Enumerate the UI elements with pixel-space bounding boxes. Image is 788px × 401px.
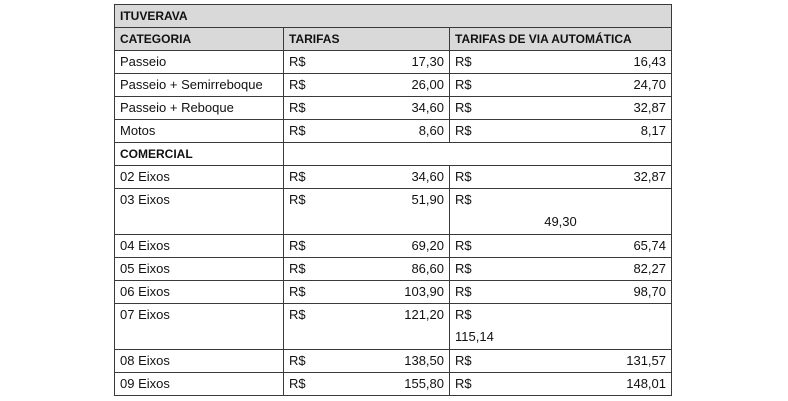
- tarifa-value: 51,90: [411, 192, 444, 207]
- currency-label: R$: [289, 100, 306, 115]
- via-value: 32,87: [633, 100, 666, 115]
- tarifa-value: 86,60: [411, 261, 444, 276]
- via-value: 32,87: [633, 169, 666, 184]
- currency-label: R$: [455, 123, 472, 138]
- tarifa-cell: [284, 166, 450, 189]
- header-tarifas: TARIFAS: [284, 28, 450, 51]
- table-title: ITUVERAVA: [115, 5, 672, 28]
- currency-label: R$: [455, 54, 472, 69]
- categoria-cell: 07 Eixos: [115, 304, 284, 350]
- tarifa-cell: [284, 51, 450, 74]
- section-row: [115, 143, 672, 166]
- table-row: [115, 281, 672, 304]
- toll-table: [114, 4, 672, 396]
- currency-label: R$: [289, 238, 306, 253]
- table-row: [115, 120, 672, 143]
- table-header-row: [115, 28, 672, 51]
- currency-label: R$: [289, 192, 306, 207]
- categoria-cell: 02 Eixos: [115, 166, 284, 189]
- tarifa-cell: [284, 304, 450, 350]
- table-row: [115, 74, 672, 97]
- tarifa-value: 34,60: [411, 169, 444, 184]
- via-cell: [450, 97, 672, 120]
- via-value: 24,70: [633, 77, 666, 92]
- tarifa-cell: [284, 97, 450, 120]
- via-cell: [450, 281, 672, 304]
- table-row: [115, 235, 672, 258]
- currency-label: R$: [455, 284, 472, 299]
- via-value: 148,01: [626, 376, 666, 391]
- tarifa-cell: [284, 120, 450, 143]
- via-cell: [450, 304, 672, 350]
- currency-label: R$: [289, 307, 306, 322]
- via-cell: [450, 189, 672, 235]
- section-comercial: COMERCIAL: [115, 143, 284, 166]
- table-row: [115, 258, 672, 281]
- table-row: [115, 166, 672, 189]
- categoria-cell: Passeio + Semirreboque: [115, 74, 284, 97]
- table-row: [115, 189, 672, 235]
- via-cell: [450, 373, 672, 396]
- categoria-cell: 05 Eixos: [115, 258, 284, 281]
- currency-label: R$: [289, 261, 306, 276]
- via-value: 65,74: [633, 238, 666, 253]
- tarifa-value: 8,60: [418, 123, 444, 138]
- currency-label: R$: [455, 77, 472, 92]
- tarifa-cell: [284, 373, 450, 396]
- currency-label: R$: [455, 169, 472, 184]
- via-cell: [450, 120, 672, 143]
- via-cell: [450, 258, 672, 281]
- tarifa-cell: [284, 350, 450, 373]
- tarifa-value: 103,90: [404, 284, 444, 299]
- via-value: 131,57: [626, 353, 666, 368]
- tarifa-cell: [284, 74, 450, 97]
- tarifa-cell: [284, 281, 450, 304]
- tarifa-value: 17,30: [411, 54, 444, 69]
- currency-label: R$: [455, 192, 472, 207]
- currency-label: R$: [289, 169, 306, 184]
- table-row: [115, 51, 672, 74]
- categoria-cell: Passeio: [115, 51, 284, 74]
- currency-label: R$: [455, 100, 472, 115]
- via-cell: [450, 166, 672, 189]
- tarifa-value: 34,60: [411, 100, 444, 115]
- currency-label: R$: [289, 77, 306, 92]
- tarifa-cell: [284, 235, 450, 258]
- via-value: 115,14: [455, 329, 494, 344]
- tarifa-value: 26,00: [411, 77, 444, 92]
- tarifa-value: 121,20: [404, 307, 444, 322]
- currency-label: R$: [289, 54, 306, 69]
- currency-label: R$: [455, 307, 472, 322]
- table-title-row: [115, 5, 672, 28]
- currency-label: R$: [455, 353, 472, 368]
- via-value: 8,17: [640, 123, 666, 138]
- categoria-cell: Motos: [115, 120, 284, 143]
- table-row: [115, 373, 672, 396]
- via-cell: [450, 235, 672, 258]
- categoria-cell: Passeio + Reboque: [115, 97, 284, 120]
- categoria-cell: 04 Eixos: [115, 235, 284, 258]
- via-cell: [450, 74, 672, 97]
- categoria-cell: 09 Eixos: [115, 373, 284, 396]
- tarifa-cell: [284, 258, 450, 281]
- tarifa-value: 155,80: [404, 376, 444, 391]
- categoria-cell: 06 Eixos: [115, 281, 284, 304]
- via-value: 98,70: [633, 284, 666, 299]
- currency-label: R$: [289, 284, 306, 299]
- via-value: 16,43: [633, 54, 666, 69]
- currency-label: R$: [289, 376, 306, 391]
- categoria-cell: 08 Eixos: [115, 350, 284, 373]
- tarifa-value: 138,50: [404, 353, 444, 368]
- table-row: [115, 304, 672, 350]
- header-tarifas-via: TARIFAS DE VIA AUTOMÁTICA: [450, 28, 672, 51]
- currency-label: R$: [455, 376, 472, 391]
- tarifa-value: 69,20: [411, 238, 444, 253]
- tarifa-cell: [284, 189, 450, 235]
- section-empty-cell: [284, 143, 672, 166]
- table-row: [115, 350, 672, 373]
- currency-label: R$: [289, 353, 306, 368]
- via-value: 49,30: [544, 214, 577, 229]
- currency-label: R$: [455, 238, 472, 253]
- categoria-cell: 03 Eixos: [115, 189, 284, 235]
- via-value: 82,27: [633, 261, 666, 276]
- currency-label: R$: [455, 261, 472, 276]
- via-cell: [450, 51, 672, 74]
- currency-label: R$: [289, 123, 306, 138]
- header-categoria: CATEGORIA: [115, 28, 284, 51]
- table-row: [115, 97, 672, 120]
- via-cell: [450, 350, 672, 373]
